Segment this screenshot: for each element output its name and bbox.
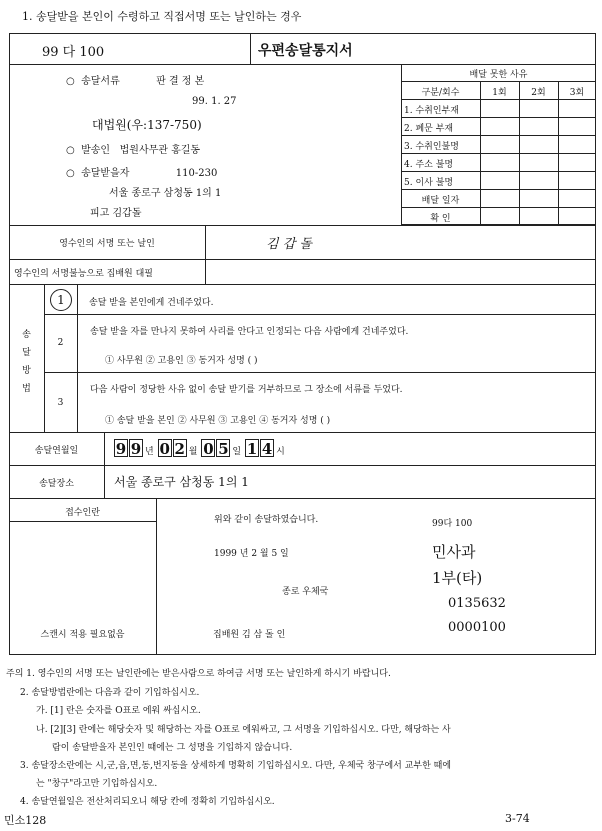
note-3a: 3. 송달장소란에는 시,군,읍,면,동,번지동을 상세하게 명확히 기입하십시오. 다만, 우체국 창구에서 교부한 때에: [20, 761, 452, 771]
method-option-2-number[interactable]: 2: [57, 338, 64, 348]
page-heading: 1. 송달받을 본인이 수령하고 직접서명 또는 날인하는 경우: [22, 10, 302, 23]
method-option-3-sub: ① 송달 받을 본인 ② 사무원 ③ 고용인 ④ 동거자 성명 ( ): [105, 416, 331, 426]
place-label: 송달장소: [39, 479, 74, 489]
failure-row: 배달 일자: [421, 196, 460, 206]
method-option-3-text: 다음 사람이 정당한 사유 없이 송달 받기를 거부하므로 그 장소에 서류를 두었다.: [90, 385, 403, 395]
receipt-code-1: 0135632: [448, 596, 506, 611]
doc-line: ○ 송달서류 판 결 정 본: [66, 76, 205, 87]
note-4: 4. 송달연월일은 전산처리되오니 해당 칸에 정확히 기입하십시오.: [20, 797, 275, 807]
failure-header-1: 1회: [492, 88, 507, 98]
note-1: 주의 1. 영수인의 서명 또는 날인란에는 받은사람으로 하여금 서명 또는 날인하게 하시기 바랍니다.: [6, 669, 391, 679]
method-option-3-number[interactable]: 3: [57, 398, 64, 408]
note-2a: 가. [1] 란은 숫자를 O표로 에워 싸십시오.: [36, 706, 201, 716]
doc-value: 판 결 정 본: [156, 76, 205, 87]
post-office: 종로 우체국: [282, 587, 329, 597]
page-number: 3-74: [505, 812, 530, 825]
failure-header-2: 2회: [531, 88, 546, 98]
failure-table-title: 배달 못한 사유: [469, 70, 528, 80]
method-option-2-text: 송달 받을 자를 만나지 못하여 사리를 안다고 인정되는 다음 사람에게 건네주었다.: [90, 327, 409, 337]
failure-row: 2. 폐문 부재: [404, 124, 454, 134]
receipt-label: 접수인란: [65, 508, 100, 518]
form-code: 민소128: [4, 814, 47, 827]
failure-row: 3. 수취인불명: [404, 142, 459, 152]
failure-row: 4. 주소 불명: [404, 160, 454, 170]
doc-date: 99. 1. 27: [192, 96, 237, 107]
recipient-address: 서울 종로구 삼청동 1의 1: [109, 188, 222, 199]
signature-value: 김 갑 돌: [266, 237, 312, 252]
receipt-date: 1999 년 2 월 5 일: [214, 549, 289, 559]
method-option-1-selected[interactable]: 1: [50, 289, 72, 311]
signature-label: 영수인의 서명 또는 날인: [59, 239, 155, 249]
scan-note: 스캔시 적용 필요없음: [40, 630, 125, 640]
method-side-label: 송 달 방 법: [22, 330, 31, 394]
failure-row: 1. 수취인부재: [404, 106, 459, 116]
court-name: 대법원(우:137-750): [92, 118, 202, 132]
failure-header-type: 구분/회수: [421, 88, 460, 98]
doc-label: 송달서류: [81, 76, 120, 87]
case-number: 99 다 100: [42, 45, 105, 60]
place-value[interactable]: 서울 종로구 삼청동 1의 1: [114, 475, 249, 489]
method-option-2-sub: ① 사무원 ② 고용인 ③ 동거자 성명 ( ): [105, 356, 258, 366]
delivery-datetime-field[interactable]: 9 9 년 0 2 월 0 5 일 1 4 시: [115, 440, 285, 458]
note-2: 2. 송달방법란에는 다음과 같이 기입하십시오.: [20, 688, 200, 698]
receipt-copies: 1부(타): [432, 569, 483, 587]
mail-carrier: 집배원 김 삼 돌 인: [213, 630, 286, 640]
method-option-1-text: 송달 받을 본인에게 건네주었다.: [89, 298, 214, 308]
failure-row: 5. 이사 불명: [404, 178, 454, 188]
receipt-code-2: 0000100: [448, 620, 506, 635]
note-2b-1: 나. [2][3] 란에는 해당숫자 및 해당하는 자를 O표로 에워싸고, 그 서명을 기입하십시오. 다만, 해당하는 사: [36, 725, 451, 735]
receipt-division: 민사과: [432, 543, 476, 561]
recipient-name: 피고 김갑돌: [90, 208, 142, 219]
recipient-line: ○ 송달받을자 110-230: [66, 168, 218, 179]
receipt-statement: 위와 같이 송달하였습니다.: [214, 515, 319, 525]
failure-row: 확 인: [430, 214, 451, 224]
sender-line: ○ 발송인 법원사무관 홍길동: [66, 145, 201, 156]
receipt-case-ref: 99다 100: [432, 519, 473, 529]
form-title: 우편송달통지서: [258, 43, 353, 59]
signature-unable-label: 영수인의 서명불능으로 집배원 대필: [14, 269, 153, 279]
datetime-label: 송달연월일: [34, 446, 79, 456]
note-2b-2: 람이 송달받을자 본인인 때에는 그 성명을 기입하지 않습니다.: [52, 743, 293, 753]
note-3b: 는 "창구"라고만 기입하십시오.: [36, 779, 158, 789]
failure-header-3: 3회: [569, 88, 585, 98]
